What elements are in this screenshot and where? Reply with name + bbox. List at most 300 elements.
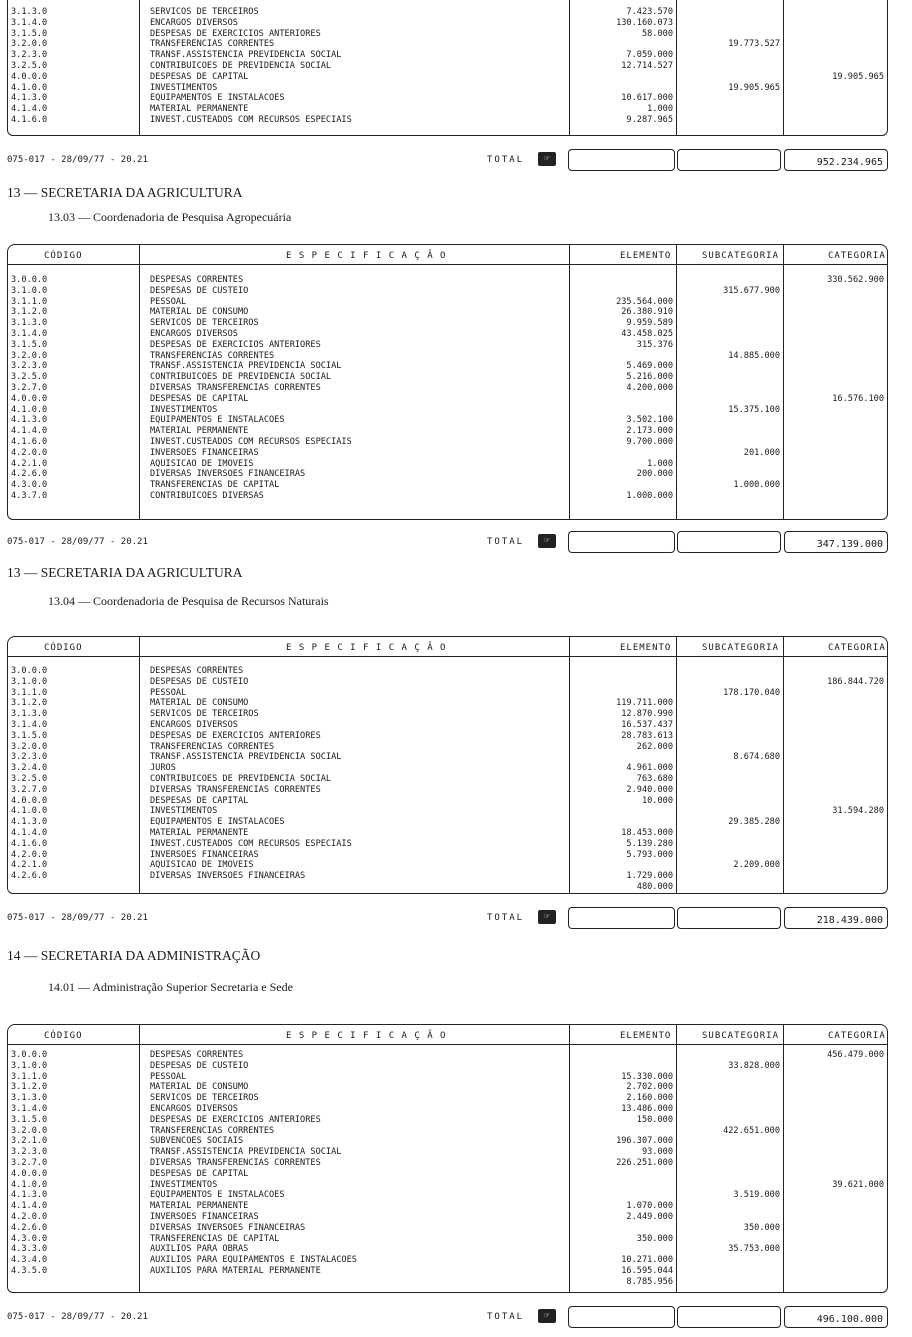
header-codigo: CÓDIGO <box>44 1031 83 1041</box>
table-row <box>8 828 887 839</box>
row-code: 3.1.2.0 <box>11 698 48 709</box>
row-code: 3.2.1.0 <box>11 1136 48 1147</box>
section-title: 13 — SECRETARIA DA AGRICULTURA <box>7 565 243 580</box>
row-especificacao: MATERIAL PERMANENTE <box>150 827 249 838</box>
row-code: 3.1.1.0 <box>11 687 48 698</box>
row-especificacao: TRANSFERENCIAS DE CAPITAL <box>150 480 280 491</box>
row-especificacao: EQUIPAMENTOS E INSTALACOES <box>150 415 285 426</box>
row-code: 4.2.1.0 <box>11 458 48 469</box>
table-row <box>8 677 887 688</box>
row-elemento: 2.449.000 <box>626 1211 673 1222</box>
row-elemento: 763.680 <box>636 773 673 784</box>
table-row <box>8 1244 887 1255</box>
row-especificacao: INVESTIMENTOS <box>150 82 218 93</box>
row-especificacao: DESPESAS CORRENTES <box>150 666 244 676</box>
row-subcategoria: 35.753.000 <box>728 1244 780 1255</box>
section-title: 13 — SECRETARIA DA AGRICULTURA <box>7 185 243 200</box>
row-code: 3.1.0.0 <box>11 676 48 687</box>
row-code: 3.2.3.0 <box>11 1147 48 1158</box>
row-especificacao: DESPESAS DE EXERCICIOS ANTERIORES <box>150 1114 321 1125</box>
table-row <box>8 104 887 115</box>
section-subtitle: 13.03 — Coordenadoria de Pesquisa Agropecuária <box>48 210 292 224</box>
table-row <box>8 405 887 416</box>
table-row <box>8 340 887 351</box>
row-especificacao: INVERSOES FINANCEIRAS <box>150 1211 259 1222</box>
table-row <box>8 1082 887 1093</box>
table-row <box>8 469 887 480</box>
continuation-total-row <box>7 149 888 173</box>
row-elemento: 2.160.000 <box>626 1093 673 1104</box>
row-especificacao: MATERIAL PERMANENTE <box>150 426 249 437</box>
row-especificacao: DESPESAS DE CAPITAL <box>150 1168 249 1179</box>
row-code: 3.2.7.0 <box>11 1157 48 1168</box>
row-code: 4.1.3.0 <box>11 93 48 104</box>
row-code: 3.2.3.0 <box>11 752 48 763</box>
row-categoria: 19.905.965 <box>832 71 884 82</box>
row-subcategoria: 3.519.000 <box>733 1190 780 1201</box>
table-row <box>8 1050 887 1061</box>
header-especificacao: E S P E C I F I C A Ç Ã O <box>286 251 447 261</box>
header-subcategoria: SUBCATEGORIA <box>702 643 780 653</box>
row-code: 3.1.4.0 <box>11 328 48 339</box>
table-row <box>8 415 887 426</box>
table-row <box>8 1136 887 1147</box>
table-row <box>8 752 887 763</box>
table-row <box>8 437 887 448</box>
table-row <box>8 61 887 72</box>
table-row <box>8 29 887 40</box>
row-especificacao: SUBVENCOES SOCIAIS <box>150 1136 244 1147</box>
row-elemento: 480.000 <box>636 881 673 892</box>
row-subcategoria: 201.000 <box>743 447 780 458</box>
row-elemento: 10.617.000 <box>621 93 673 104</box>
row-subcategoria: 2.209.000 <box>733 860 780 871</box>
row-elemento: 2.940.000 <box>626 784 673 795</box>
row-code: 4.2.6.0 <box>11 469 48 480</box>
row-elemento: 1.000 <box>647 458 673 469</box>
table-row <box>8 720 887 731</box>
row-elemento: 58.000 <box>641 28 673 39</box>
table-row <box>8 1234 887 1245</box>
row-code: 4.1.0.0 <box>11 404 48 415</box>
row-especificacao: DIVERSAS TRANSFERENCIAS CORRENTES <box>150 382 321 393</box>
table-row <box>8 307 887 318</box>
row-code: 4.1.4.0 <box>11 104 48 115</box>
row-especificacao: TRANSFERENCIAS CORRENTES <box>150 1125 275 1136</box>
row-code: 3.0.0.0 <box>11 666 48 676</box>
row-elemento: 315.376 <box>636 339 673 350</box>
row-code: 4.1.6.0 <box>11 436 48 447</box>
row-code: 3.1.4.0 <box>11 1103 48 1114</box>
row-code: 3.1.3.0 <box>11 1093 48 1104</box>
row-code: 4.2.1.0 <box>11 860 48 871</box>
header-elemento: ELEMENTO <box>620 643 672 653</box>
table-row <box>8 839 887 850</box>
row-especificacao: TRANSF.ASSISTENCIA PREVIDENCIA SOCIAL <box>150 752 342 763</box>
table-row <box>8 806 887 817</box>
row-elemento: 226.251.000 <box>616 1157 673 1168</box>
row-elemento: 1.000.000 <box>626 490 673 501</box>
row-especificacao: EQUIPAMENTOS E INSTALACOES <box>150 93 285 104</box>
row-especificacao: TRANSFERENCIAS CORRENTES <box>150 350 275 361</box>
row-especificacao: ENCARGOS DIVERSOS <box>150 328 238 339</box>
row-elemento: 119.711.000 <box>616 698 673 709</box>
table-row <box>8 742 887 753</box>
table-row <box>8 1115 887 1126</box>
row-especificacao: AUXILIOS PARA OBRAS <box>150 1244 249 1255</box>
row-code: 4.0.0.0 <box>11 1168 48 1179</box>
row-especificacao: MATERIAL DE CONSUMO <box>150 1082 249 1093</box>
table-row <box>8 1072 887 1083</box>
row-especificacao: TRANSFERENCIAS CORRENTES <box>150 39 275 50</box>
table-row <box>8 871 887 882</box>
row-code: 3.1.3.0 <box>11 709 48 720</box>
row-elemento: 4.961.000 <box>626 763 673 774</box>
row-especificacao: SERVICOS DE TERCEIROS <box>150 318 259 329</box>
row-especificacao: ENCARGOS DIVERSOS <box>150 17 238 28</box>
budget-table <box>7 1024 888 1293</box>
arrow-hand-icon: ☞ <box>538 910 556 924</box>
table-row <box>8 72 887 83</box>
table-row <box>8 372 887 383</box>
row-elemento: 1.070.000 <box>626 1201 673 1212</box>
report-reference: 075-017 - 28/09/77 - 20.21 <box>7 1312 148 1322</box>
row-code: 4.1.4.0 <box>11 426 48 437</box>
row-elemento: 12.870.990 <box>621 709 673 720</box>
row-especificacao: ENCARGOS DIVERSOS <box>150 1103 238 1114</box>
table-row <box>8 318 887 329</box>
arrow-hand-icon: ☞ <box>538 152 556 166</box>
row-code: 3.1.5.0 <box>11 1114 48 1125</box>
table-row <box>8 7 887 18</box>
section-subtitle: 13.04 — Coordenadoria de Pesquisa de Recursos Naturais <box>48 594 329 608</box>
report-reference: 075-017 - 28/09/77 - 20.21 <box>7 537 148 547</box>
table-row <box>8 39 887 50</box>
row-elemento: 7.059.000 <box>626 50 673 61</box>
row-elemento: 15.330.000 <box>621 1071 673 1082</box>
table-row <box>8 785 887 796</box>
row-especificacao: DESPESAS DE CUSTEIO <box>150 285 249 296</box>
row-code: 3.1.0.0 <box>11 1060 48 1071</box>
row-code: 4.3.5.0 <box>11 1265 48 1276</box>
header-categoria: CATEGORIA <box>828 251 886 261</box>
row-code: 3.1.4.0 <box>11 719 48 730</box>
row-elemento: 2.173.000 <box>626 426 673 437</box>
row-especificacao: DESPESAS CORRENTES <box>150 1050 244 1060</box>
row-elemento: 10.000 <box>641 795 673 806</box>
row-especificacao: EQUIPAMENTOS E INSTALACOES <box>150 1190 285 1201</box>
row-elemento: 1.000 <box>647 104 673 115</box>
table-row <box>8 448 887 459</box>
row-especificacao: CONTRIBUICOES DE PREVIDENCIA SOCIAL <box>150 60 332 71</box>
row-elemento: 7.423.570 <box>626 7 673 17</box>
row-especificacao: INVESTIMENTOS <box>150 1179 218 1190</box>
table-row <box>8 731 887 742</box>
header-categoria: CATEGORIA <box>828 1031 886 1041</box>
row-subcategoria: 178.170.040 <box>723 687 780 698</box>
table-row <box>8 351 887 362</box>
row-especificacao: DESPESAS DE EXERCICIOS ANTERIORES <box>150 339 321 350</box>
table-row <box>8 297 887 308</box>
row-elemento: 9.959.589 <box>626 318 673 329</box>
row-code: 4.1.4.0 <box>11 1201 48 1212</box>
table-row <box>8 774 887 785</box>
row-especificacao: INVEST.CUSTEADOS COM RECURSOS ESPECIAIS <box>150 838 352 849</box>
row-elemento: 5.139.280 <box>626 838 673 849</box>
table-row <box>8 286 887 297</box>
header-especificacao: E S P E C I F I C A Ç Ã O <box>286 643 447 653</box>
row-code: 4.1.4.0 <box>11 827 48 838</box>
row-code: 3.2.7.0 <box>11 784 48 795</box>
total-box-subcategoria <box>677 1306 781 1328</box>
row-code: 4.1.3.0 <box>11 415 48 426</box>
table-row <box>8 115 887 126</box>
table-row <box>8 459 887 470</box>
row-especificacao: DIVERSAS INVERSOES FINANCEIRAS <box>150 1222 306 1233</box>
row-code: 3.2.3.0 <box>11 50 48 61</box>
total-label: TOTAL <box>487 913 525 923</box>
row-especificacao: TRANSFERENCIAS DE CAPITAL <box>150 1233 280 1244</box>
row-code: 3.2.0.0 <box>11 39 48 50</box>
row-code: 4.2.0.0 <box>11 1211 48 1222</box>
row-elemento: 5.216.000 <box>626 372 673 383</box>
table-row <box>8 50 887 61</box>
total-box-subcategoria <box>677 531 781 553</box>
section-subtitle: 14.01 — Administração Superior Secretaria e Sede <box>48 980 293 994</box>
table-row <box>8 1180 887 1191</box>
table-row <box>8 1201 887 1212</box>
table-row <box>8 383 887 394</box>
continuation-table <box>7 0 888 136</box>
table-row <box>8 275 887 286</box>
header-codigo: CÓDIGO <box>44 643 83 653</box>
header-categoria: CATEGORIA <box>828 643 886 653</box>
row-categoria: 16.576.100 <box>832 393 884 404</box>
row-code: 3.2.4.0 <box>11 763 48 774</box>
row-especificacao: MATERIAL DE CONSUMO <box>150 698 249 709</box>
row-especificacao: INVERSOES FINANCEIRAS <box>150 447 259 458</box>
row-code: 4.2.0.0 <box>11 849 48 860</box>
table-row <box>8 666 887 677</box>
total-box-subcategoria <box>677 149 781 171</box>
row-elemento: 16.537.437 <box>621 719 673 730</box>
row-code: 3.1.3.0 <box>11 318 48 329</box>
row-code: 4.0.0.0 <box>11 393 48 404</box>
row-subcategoria: 422.651.000 <box>723 1125 780 1136</box>
row-code: 4.0.0.0 <box>11 795 48 806</box>
row-categoria: 456.479.000 <box>827 1050 884 1060</box>
row-code: 4.0.0.0 <box>11 71 48 82</box>
row-especificacao: TRANSFERENCIAS CORRENTES <box>150 741 275 752</box>
section-total-row <box>7 531 888 555</box>
row-especificacao: SERVICOS DE TERCEIROS <box>150 1093 259 1104</box>
row-elemento: 5.793.000 <box>626 849 673 860</box>
row-code: 4.1.0.0 <box>11 806 48 817</box>
row-elemento: 10.271.000 <box>621 1255 673 1266</box>
row-especificacao: INVESTIMENTOS <box>150 806 218 817</box>
header-elemento: ELEMENTO <box>620 1031 672 1041</box>
row-especificacao: INVESTIMENTOS <box>150 404 218 415</box>
row-especificacao: DIVERSAS TRANSFERENCIAS CORRENTES <box>150 784 321 795</box>
row-code: 4.3.3.0 <box>11 1244 48 1255</box>
row-elemento: 26.380.910 <box>621 307 673 318</box>
total-value: 496.100.000 <box>784 1306 888 1328</box>
row-code: 3.1.0.0 <box>11 285 48 296</box>
row-code: 4.1.3.0 <box>11 1190 48 1201</box>
header-codigo: CÓDIGO <box>44 251 83 261</box>
row-elemento: 200.000 <box>636 469 673 480</box>
row-elemento: 3.502.100 <box>626 415 673 426</box>
table-row <box>8 426 887 437</box>
row-elemento: 8.785.956 <box>626 1276 673 1287</box>
row-code: 3.1.2.0 <box>11 1082 48 1093</box>
row-elemento: 4.200.000 <box>626 382 673 393</box>
section-title: 14 — SECRETARIA DA ADMINISTRAÇÃO <box>7 948 261 963</box>
row-especificacao: EQUIPAMENTOS E INSTALACOES <box>150 817 285 828</box>
row-especificacao: PESSOAL <box>150 1071 187 1082</box>
row-especificacao: CONTRIBUICOES DE PREVIDENCIA SOCIAL <box>150 773 332 784</box>
row-code: 4.2.6.0 <box>11 1222 48 1233</box>
row-especificacao: INVERSOES FINANCEIRAS <box>150 849 259 860</box>
table-row <box>8 18 887 29</box>
table-row <box>8 83 887 94</box>
row-especificacao: AQUISICAO DE IMOVEIS <box>150 860 254 871</box>
row-elemento: 43.458.025 <box>621 328 673 339</box>
table-row <box>8 763 887 774</box>
row-code: 4.1.3.0 <box>11 817 48 828</box>
table-row <box>8 709 887 720</box>
total-box-elemento <box>568 531 675 553</box>
row-code: 4.3.7.0 <box>11 490 48 501</box>
row-especificacao: DESPESAS DE EXERCICIOS ANTERIORES <box>150 28 321 39</box>
row-subcategoria: 350.000 <box>743 1222 780 1233</box>
row-especificacao: DIVERSAS INVERSOES FINANCEIRAS <box>150 871 306 882</box>
row-elemento: 130.160.073 <box>616 17 673 28</box>
row-code: 4.1.0.0 <box>11 1179 48 1190</box>
report-reference: 075-017 - 28/09/77 - 20.21 <box>7 913 148 923</box>
row-especificacao: AQUISICAO DE IMOVEIS <box>150 458 254 469</box>
row-code: 4.1.0.0 <box>11 82 48 93</box>
row-code: 4.3.0.0 <box>11 480 48 491</box>
row-code: 3.1.5.0 <box>11 730 48 741</box>
row-especificacao: DESPESAS DE CAPITAL <box>150 393 249 404</box>
table-row <box>8 1212 887 1223</box>
row-subcategoria: 14.885.000 <box>728 350 780 361</box>
row-categoria: 330.562.900 <box>827 275 884 285</box>
row-code: 3.1.4.0 <box>11 17 48 28</box>
table-row <box>8 1158 887 1169</box>
table-row <box>8 491 887 502</box>
row-elemento: 9.287.965 <box>626 114 673 125</box>
row-code: 3.2.0.0 <box>11 741 48 752</box>
row-elemento: 350.000 <box>636 1233 673 1244</box>
row-categoria: 39.621.000 <box>832 1179 884 1190</box>
row-especificacao: MATERIAL DE CONSUMO <box>150 307 249 318</box>
row-subcategoria: 33.828.000 <box>728 1060 780 1071</box>
row-elemento: 1.729.000 <box>626 871 673 882</box>
row-code: 3.0.0.0 <box>11 275 48 285</box>
row-especificacao: JUROS <box>150 763 176 774</box>
report-reference: 075-017 - 28/09/77 - 20.21 <box>7 155 148 165</box>
row-subcategoria: 15.375.100 <box>728 404 780 415</box>
table-row <box>8 796 887 807</box>
table-row <box>8 1277 887 1288</box>
table-row <box>8 1093 887 1104</box>
row-code: 3.2.0.0 <box>11 1125 48 1136</box>
row-especificacao: CONTRIBUICOES DIVERSAS <box>150 490 264 501</box>
table-row <box>8 1169 887 1180</box>
row-subcategoria: 315.677.900 <box>723 285 780 296</box>
table-row <box>8 688 887 699</box>
row-code: 3.2.0.0 <box>11 350 48 361</box>
row-categoria: 31.594.280 <box>832 806 884 817</box>
row-code: 3.1.5.0 <box>11 339 48 350</box>
table-row <box>8 1147 887 1158</box>
table-row <box>8 1104 887 1115</box>
row-elemento: 16.595.044 <box>621 1265 673 1276</box>
row-subcategoria: 1.000.000 <box>733 480 780 491</box>
row-elemento: 12.714.527 <box>621 60 673 71</box>
row-especificacao: CONTRIBUICOES DE PREVIDENCIA SOCIAL <box>150 372 332 383</box>
row-code: 4.1.6.0 <box>11 838 48 849</box>
row-especificacao: DESPESAS CORRENTES <box>150 275 244 285</box>
row-especificacao: DESPESAS DE CAPITAL <box>150 71 249 82</box>
row-elemento: 262.000 <box>636 741 673 752</box>
table-row <box>8 698 887 709</box>
row-elemento: 150.000 <box>636 1114 673 1125</box>
table-row <box>8 1223 887 1234</box>
total-value: 347.139.000 <box>784 531 888 553</box>
row-code: 3.1.2.0 <box>11 307 48 318</box>
row-especificacao: INVEST.CUSTEADOS COM RECURSOS ESPECIAIS <box>150 436 352 447</box>
row-code: 3.2.7.0 <box>11 382 48 393</box>
row-especificacao: AUXILIOS PARA EQUIPAMENTOS E INSTALACOES <box>150 1255 357 1266</box>
total-box-subcategoria <box>677 907 781 929</box>
table-row <box>8 480 887 491</box>
row-code: 3.1.1.0 <box>11 1071 48 1082</box>
table-row <box>8 1190 887 1201</box>
row-elemento: 196.307.000 <box>616 1136 673 1147</box>
row-especificacao: TRANSF.ASSISTENCIA PREVIDENCIA SOCIAL <box>150 1147 342 1158</box>
row-elemento: 18.453.000 <box>621 827 673 838</box>
arrow-hand-icon: ☞ <box>538 534 556 548</box>
row-code: 4.1.6.0 <box>11 114 48 125</box>
row-code: 4.3.4.0 <box>11 1255 48 1266</box>
section-total-row <box>7 1306 888 1330</box>
total-label: TOTAL <box>487 155 525 165</box>
row-especificacao: SERVICOS DE TERCEIROS <box>150 7 259 17</box>
row-especificacao: TRANSF.ASSISTENCIA PREVIDENCIA SOCIAL <box>150 361 342 372</box>
row-code: 3.2.3.0 <box>11 361 48 372</box>
row-elemento: 2.702.000 <box>626 1082 673 1093</box>
row-especificacao: DESPESAS DE CUSTEIO <box>150 676 249 687</box>
row-code: 3.0.0.0 <box>11 1050 48 1060</box>
row-code: 3.1.5.0 <box>11 28 48 39</box>
header-subcategoria: SUBCATEGORIA <box>702 1031 780 1041</box>
table-row <box>8 882 887 893</box>
budget-table <box>7 636 888 894</box>
row-subcategoria: 8.674.680 <box>733 752 780 763</box>
row-elemento: 5.469.000 <box>626 361 673 372</box>
total-value: 952.234.965 <box>784 149 888 171</box>
row-especificacao: SERVICOS DE TERCEIROS <box>150 709 259 720</box>
row-especificacao: AUXILIOS PARA MATERIAL PERMANENTE <box>150 1265 321 1276</box>
table-row <box>8 329 887 340</box>
row-especificacao: DIVERSAS TRANSFERENCIAS CORRENTES <box>150 1157 321 1168</box>
row-elemento: 13.486.000 <box>621 1103 673 1114</box>
total-box-elemento <box>568 149 675 171</box>
row-especificacao: ENCARGOS DIVERSOS <box>150 719 238 730</box>
